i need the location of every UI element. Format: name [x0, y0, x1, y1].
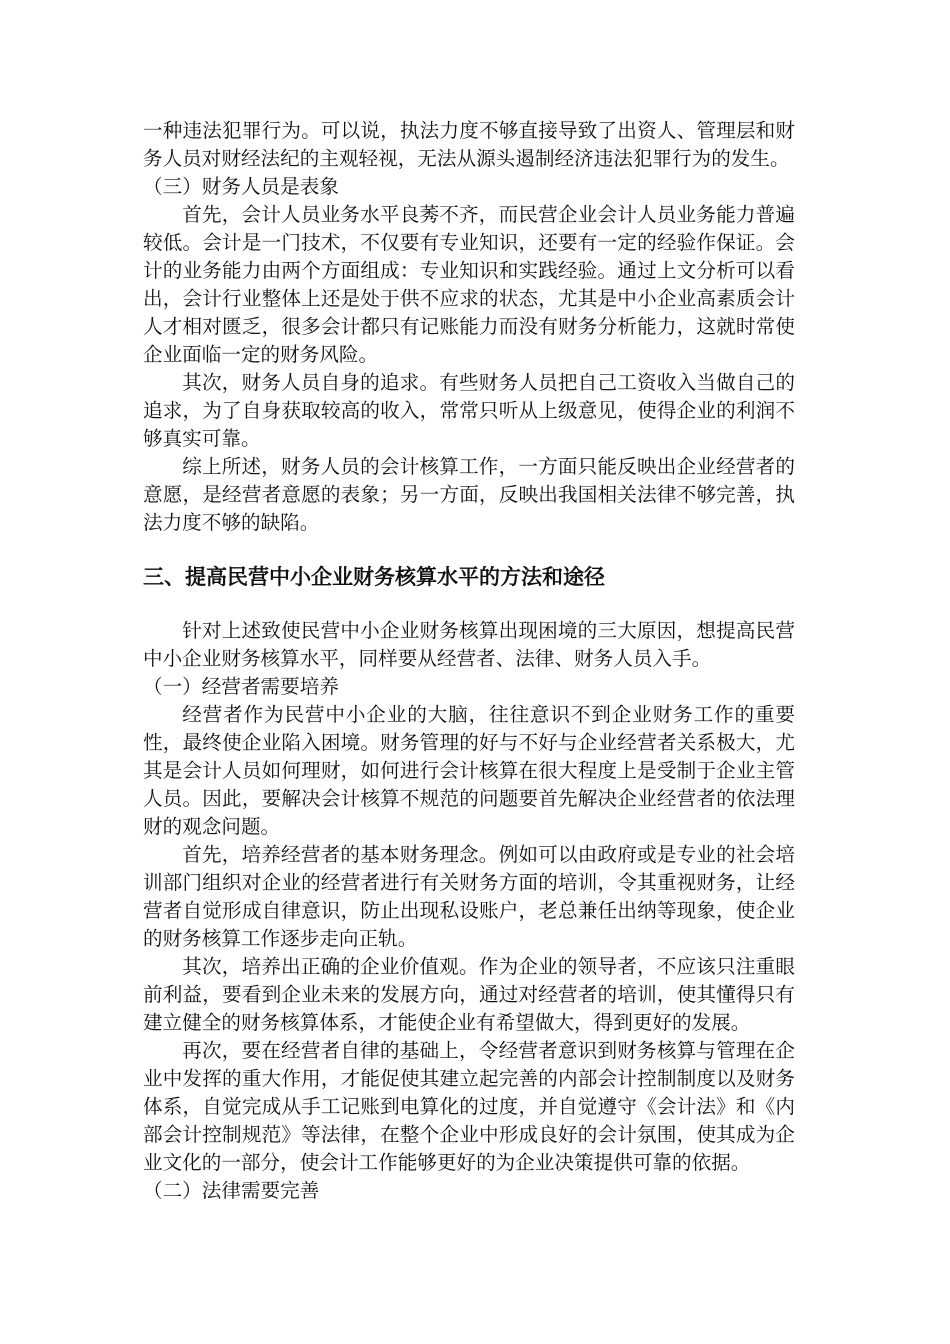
paragraph-continuation: 一种违法犯罪行为。可以说，执法力度不够直接导致了出资人、管理层和财务人员对财经法纪的主观轻视，无法从源头遏制经济违法犯罪行为的发生。	[143, 119, 795, 170]
subheading-three: （三）财务人员是表象	[143, 175, 339, 198]
section-heading: 三、提高民营中小企业财务核算水平的方法和途径	[143, 565, 605, 589]
paragraph: 针对上述致使民营中小企业财务核算出现困境的三大原因，想提高民营中小企业财务核算水平，同样要从经营者、法律、财务人员入手。	[143, 619, 795, 670]
paragraph: 综上所述，财务人员的会计核算工作，一方面只能反映出企业经营者的意愿，是经营者意愿的表象；另一方面，反映出我国相关法律不够完善，执法力度不够的缺陷。	[143, 455, 795, 534]
document-page	[143, 117, 795, 1205]
subheading-two: （二）法律需要完善	[143, 1179, 320, 1202]
paragraph: 首先，会计人员业务水平良莠不齐，而民营企业会计人员业务能力普遍较低。会计是一门技术，不仅要有专业知识，还要有一定的经验作保证。会计的业务能力由两个方面组成：专业知识和实践经验。通过上文分析可以看出，会计行业整体上还是处于供不应求的状态，尤其是中小企业高素质会计人才相对匮乏，很多会计都只有记账能力而没有财务分析能力，这就时常使企业面临一定的财务风险。	[143, 203, 795, 366]
paragraph: 经营者作为民营中小企业的大脑，往往意识不到企业财务工作的重要性，最终使企业陷入困境。财务管理的好与不好与企业经营者关系极大，尤其是会计人员如何理财，如何进行会计核算在很大程度上是受制于企业主管人员。因此，要解决会计核算不规范的问题要首先解决企业经营者的依法理财的观念问题。	[143, 703, 795, 838]
paragraph: 其次，财务人员自身的追求。有些财务人员把自己工资收入当做自己的追求，为了自身获取较高的收入，常常只听从上级意见，使得企业的利润不够真实可靠。	[143, 371, 795, 450]
paragraph: 再次，要在经营者自律的基础上，令经营者意识到财务核算与管理在企业中发挥的重大作用，才能促使其建立起完善的内部会计控制制度以及财务体系，自觉完成从手工记账到电算化的过度，并自觉遵守《会计法》和《内部会计控制规范》等法律，在整个企业中形成良好的会计氛围，使其成为企业文化的一部分，使会计工作能够更好的为企业决策提供可靠的依据。	[143, 1039, 795, 1174]
paragraph: 其次，培养出正确的企业价值观。作为企业的领导者，不应该只注重眼前利益，要看到企业未来的发展方向，通过对经营者的培训，使其懂得只有建立健全的财务核算体系，才能使企业有希望做大，得到更好的发展。	[143, 955, 795, 1034]
paragraph: 首先，培养经营者的基本财务理念。例如可以由政府或是专业的社会培训部门组织对企业的经营者进行有关财务方面的培训，令其重视财务，让经营者自觉形成自律意识，防止出现私设账户，老总兼任出纳等现象，使企业的财务核算工作逐步走向正轨。	[143, 843, 795, 950]
subheading-one: （一）经营者需要培养	[143, 675, 339, 698]
